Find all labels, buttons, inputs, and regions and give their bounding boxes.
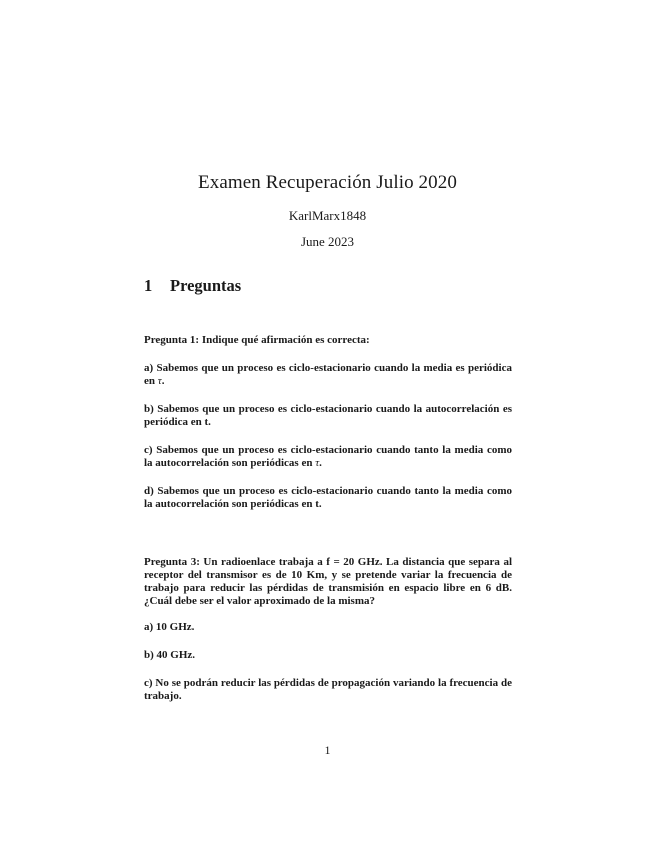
page-number: 1 <box>324 743 331 757</box>
question-3-prompt: Pregunta 3: Un radioenlace trabaja a f = 20 GHz. La distancia que separa al receptor del transmisor es de 10 Km, y se pretende variar la frecuencia de trabajo para reducir las pérdidas de transmisión en espacio libre en 6 dB. ¿Cuál debe ser el valor aproximado de la misma? <box>144 556 512 607</box>
document-date: June 2023 <box>300 234 355 249</box>
question-3-option-b: b) 40 GHz. <box>144 649 196 661</box>
tau-symbol: τ <box>157 375 162 387</box>
document-author: KarlMarx1848 <box>288 208 367 223</box>
tau-symbol: τ <box>315 457 320 469</box>
option-a-text: a) Sabemos que un proceso es ciclo-estacionario cuando la media es periódica en <box>144 362 512 387</box>
question-3-option-c: c) No se podrán reducir las pérdidas de propagación variando la frecuencia de trabajo. <box>144 677 512 702</box>
section-heading <box>144 276 241 296</box>
question-1-prompt: Pregunta 1: Indique qué afirmación es correcta: <box>144 334 370 346</box>
document-title: Examen Recuperación Julio 2020 <box>198 172 457 193</box>
question-1-option-c: c) Sabemos que un proceso es ciclo-estacionario cuando tanto la media como la autocorrelación son periódicas en τ. <box>144 444 512 469</box>
option-c-text: c) Sabemos que un proceso es ciclo-estacionario cuando tanto la media como la autocorrelación son periódicas en <box>144 444 512 469</box>
question-1-option-d: d) Sabemos que un proceso es ciclo-estacionario cuando tanto la media como la autocorrelación son periódicas en t. <box>144 485 512 510</box>
question-1-option-a: a) Sabemos que un proceso es ciclo-estacionario cuando la media es periódica en τ. <box>144 362 512 387</box>
question-3-option-a: a) 10 GHz. <box>144 621 195 633</box>
section-number: 1 <box>144 276 153 295</box>
question-1-option-b: b) Sabemos que un proceso es ciclo-estacionario cuando la autocorrelación es periódica en t. <box>144 403 512 428</box>
section-title: Preguntas <box>170 276 242 295</box>
